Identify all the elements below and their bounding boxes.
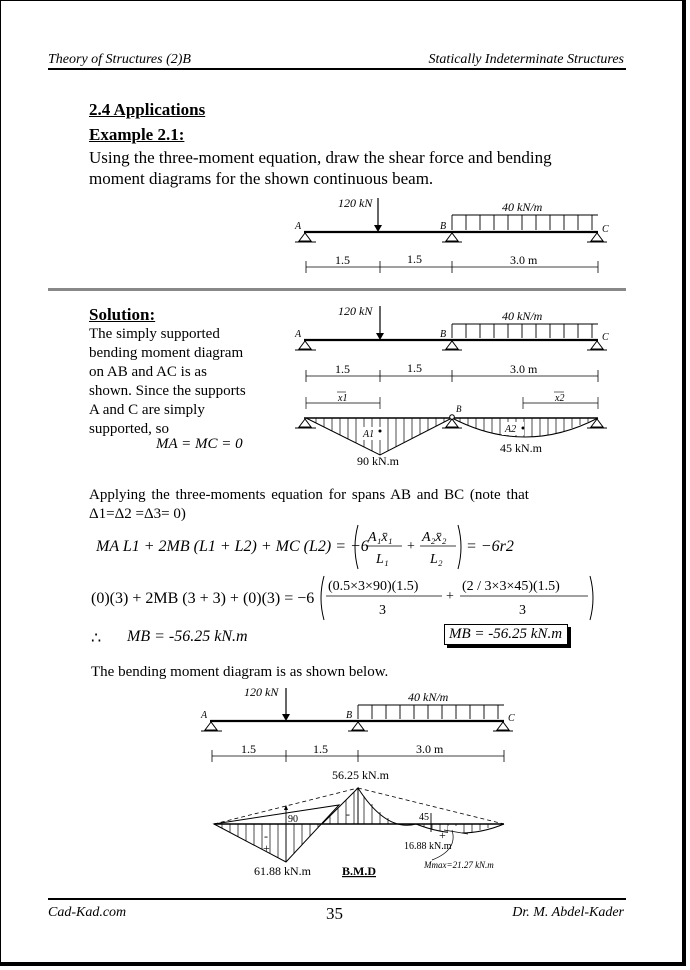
x1-label: x1: [338, 393, 348, 404]
eq2-d2: 3: [519, 603, 526, 618]
node-b: B: [440, 221, 447, 232]
bmd-sign-bc: +: [439, 828, 446, 842]
bmd-value-90: 90: [288, 814, 298, 825]
dim-2: 1.5: [313, 742, 328, 756]
example-title: Example 2.1:: [89, 125, 185, 144]
beam-diagram-1: [290, 192, 610, 276]
solution-line: supported, so: [89, 421, 169, 437]
solution-line: bending moment diagram: [89, 345, 244, 361]
node-c: C: [508, 713, 515, 724]
svg-text:A₁x̄₁: A₁x̄₁: [368, 530, 393, 545]
ss-moment-90: 90 kN.m: [357, 454, 399, 468]
eq2-fractions: [318, 572, 600, 624]
udl-label: 40 kN/m: [502, 200, 543, 214]
ss-bmd-parabola: [452, 418, 598, 437]
dim-1: 1.5: [335, 253, 350, 267]
svg-text:L₂: L₂: [430, 552, 443, 567]
eq2-n2: (2 / 3×3×45)(1.5): [462, 579, 560, 594]
bmd-min-value: 61.88 kN.m: [254, 864, 311, 878]
apply-line-2: Δ1=Δ2 =Δ3= 0): [89, 506, 186, 522]
support-b: [446, 233, 458, 241]
intro-line-1: Using the three-moment equation, draw the shear force and bending: [89, 148, 552, 167]
dim-1: 1.5: [335, 362, 350, 376]
bmd-intro: The bending moment diagram is as shown below.: [91, 664, 389, 680]
bmd-sign-b: -: [346, 807, 350, 821]
dim-3: 3.0 m: [416, 742, 444, 756]
solution-line: shown. Since the supports: [89, 383, 246, 399]
solution-line: A and C are simply: [89, 402, 205, 418]
bmd-top-value: 56.25 kN.m: [332, 768, 389, 782]
therefore-symbol: ∴: [91, 630, 102, 647]
solution-title: Solution:: [89, 305, 156, 324]
point-load-label: 120 kN: [338, 196, 373, 210]
eq2-n1: (0.5×3×90)(1.5): [328, 579, 419, 594]
udl-arrows: [452, 215, 592, 230]
node-c: C: [602, 224, 609, 235]
footer-right: Dr. M. Abdel-Kader: [512, 905, 624, 920]
bmd-value-45: 45: [419, 812, 429, 823]
footer-rule: [48, 898, 626, 900]
a2-label: A2: [505, 424, 517, 435]
svg-text:L₁: L₁: [376, 552, 389, 567]
a1-label: A1: [363, 429, 375, 440]
bmd-curve-bc-1: [358, 788, 416, 825]
svg-text:A₂x̄₂: A₂x̄₂: [422, 530, 447, 545]
dim-2: 1.5: [407, 252, 422, 266]
beam-diagram-3: [196, 682, 526, 882]
svg-text:+: +: [407, 539, 415, 554]
udl-label: 40 kN/m: [408, 690, 449, 704]
intro-line-2: moment diagrams for the shown continuous beam.: [89, 169, 434, 188]
dim-2: 1.5: [407, 361, 422, 375]
node-c: C: [602, 332, 609, 343]
node-b-label: B: [456, 404, 462, 414]
svg-text:+: +: [446, 589, 454, 604]
solution-line: The simply supported: [89, 326, 220, 342]
apply-line-1: Applying the three-moments equation for spans AB and BC (note that: [89, 487, 529, 503]
page-number: 35: [326, 904, 343, 923]
bmd-sign-plus: +: [263, 841, 270, 855]
header-right: Statically Indeterminate Structures: [428, 52, 624, 67]
solution-text: [89, 325, 259, 439]
header-rule: [48, 68, 626, 70]
bmd-negative-region-ab: [214, 805, 339, 862]
node-a: A: [201, 710, 208, 721]
ma-mc-equation: MA = MC = 0: [156, 436, 243, 452]
node-b: B: [440, 329, 447, 340]
header-left: Theory of Structures (2)B: [48, 52, 191, 67]
dim-3: 3.0 m: [510, 253, 538, 267]
bmd-mmax: Mmax=21.27 kN.m: [424, 860, 494, 870]
node-a: A: [295, 329, 302, 340]
bmd-value-1688: 16.88 kN.m: [404, 841, 452, 852]
ss-moment-45: 45 kN.m: [500, 441, 542, 455]
solution-line: on AB and AC is as: [89, 364, 207, 380]
eq2-d1: 3: [379, 603, 386, 618]
eq2-lhs: (0)(3) + 2MB (3 + 3) + (0)(3) = −6: [91, 590, 315, 607]
beam-diagram-2: [290, 300, 610, 470]
mb-boxed-result: MB = -56.25 kN.m: [444, 624, 568, 645]
bmd-label: B.M.D: [342, 864, 376, 878]
node-b: B: [346, 710, 353, 721]
x2-label: x2: [555, 393, 565, 404]
eq1-fractions: [352, 521, 462, 573]
eq1-lhs: MA L1 + 2MB (L1 + L2) + MC (L2) = −6: [96, 538, 369, 555]
udl-label: 40 kN/m: [502, 309, 543, 323]
separator-rule: [48, 288, 626, 291]
point-load-label: 120 kN: [244, 685, 279, 699]
mb-result: MB = -56.25 kN.m: [127, 628, 248, 645]
node-a: A: [295, 221, 302, 232]
dim-1: 1.5: [241, 742, 256, 756]
support-a: [299, 233, 311, 241]
bmd-positive-region-b: [322, 788, 358, 824]
point-load-label: 120 kN: [338, 304, 373, 318]
footer-left: Cad-Kad.com: [48, 905, 127, 920]
section-title: 2.4 Applications: [89, 100, 206, 119]
dim-3: 3.0 m: [510, 362, 538, 376]
eq1-rhs: = −6r2: [466, 538, 514, 555]
bmd-sign-minus: -: [264, 829, 268, 843]
